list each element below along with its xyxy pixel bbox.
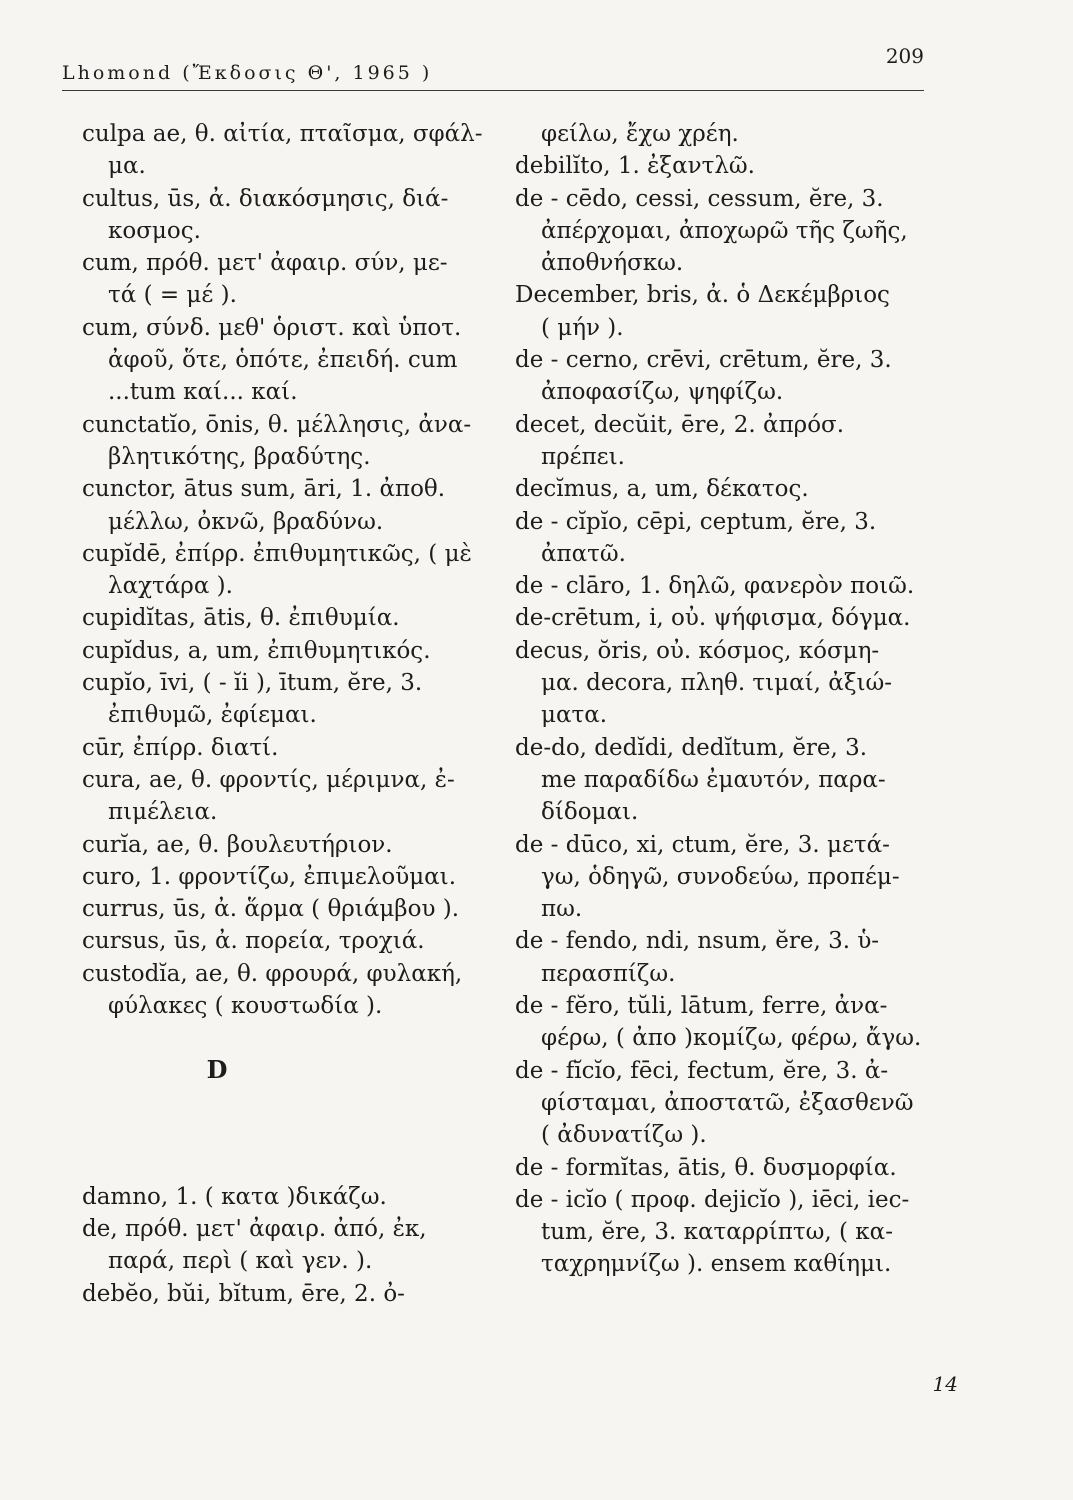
dictionary-line: cum, σύνδ. μεθ' ὁριστ. καὶ ὑποτ. (82, 314, 462, 341)
dictionary-line: ...tum καί... καί. (108, 379, 298, 406)
dictionary-line: damno, 1. ( κατα )δικάζω. (82, 1183, 387, 1210)
dictionary-line: πρέπει. (541, 443, 625, 470)
page-number: 209 (885, 44, 924, 68)
dictionary-line: μα. (108, 153, 146, 180)
dictionary-line: de - cĭpĭo, cēpi, ceptum, ĕre, 3. (515, 508, 877, 535)
dictionary-line: ἀποθνήσκω. (541, 250, 684, 277)
dictionary-line: decet, decŭit, ēre, 2. ἀπρόσ. (515, 411, 845, 438)
dictionary-line: ἀπατῶ. (541, 540, 626, 567)
dictionary-line: πιμέλεια. (108, 799, 218, 826)
dictionary-line: de - clāro, 1. δηλῶ, φανερὸν ποιῶ. (515, 573, 915, 600)
section-letter: D (206, 1055, 228, 1085)
dictionary-line: decĭmus, a, um, δέκατος. (515, 476, 809, 503)
dictionary-line: me παραδίδω ἐμαυτόν, παρα- (541, 766, 886, 793)
dictionary-line: ( μήν ). (541, 314, 624, 341)
dictionary-line: γω, ὁδηγῶ, συνοδεύω, προπέμ- (541, 863, 900, 890)
dictionary-line: currus, ūs, ἀ. ἅρμα ( θριάμβου ). (82, 896, 460, 923)
dictionary-line: cunctor, ātus sum, āri, 1. ἀποθ. (82, 476, 446, 503)
dictionary-line: debilĭto, 1. ἐξαντλῶ. (515, 153, 755, 180)
dictionary-line: debĕo, bŭi, bĭtum, ēre, 2. ὀ- (82, 1280, 405, 1307)
dictionary-line: cum, πρόθ. μετ' ἀφαιρ. σύν, με- (82, 250, 448, 277)
dictionary-line: φύλακες ( κουστωδία ). (108, 993, 383, 1020)
dictionary-line: κοσμος. (108, 217, 201, 244)
dictionary-line: λαχτάρα ). (108, 573, 233, 600)
dictionary-line: de - fĭcĭo, fēci, fectum, ĕre, 3. ἀ- (515, 1057, 889, 1084)
dictionary-line: culpa ae, θ. αἰτία, πταῖσμα, σφάλ- (82, 121, 483, 147)
dictionary-line: ( ἀδυνατίζω ). (541, 1122, 707, 1149)
dictionary-line: μέλλω, ὀκνῶ, βραδύνω. (108, 508, 384, 535)
dictionary-line: περασπίζω. (541, 960, 676, 987)
dictionary-line: cupidĭtas, ātis, θ. ἐπιθυμία. (82, 605, 400, 632)
dictionary-line: de, πρόθ. μετ' ἀφαιρ. ἀπό, ἐκ, (82, 1215, 427, 1242)
dictionary-line: de - fendo, ndi, nsum, ĕre, 3. ὑ- (515, 928, 880, 955)
dictionary-line: cupĭo, īvi, ( - ĭi ), ītum, ĕre, 3. (82, 670, 423, 697)
dictionary-line: ἀποφασίζω, ψηφίζω. (541, 379, 784, 406)
dictionary-line: de - dūco, xi, ctum, ĕre, 3. μετά- (515, 831, 890, 858)
dictionary-line: μα. decora, πληθ. τιμαί, ἀξιώ- (541, 670, 893, 697)
dictionary-line: cupĭdē, ἐπίρρ. ἐπιθυμητικῶς, ( μὲ (82, 540, 472, 567)
dictionary-line: de - cerno, crēvi, crētum, ĕre, 3. (515, 347, 892, 374)
dictionary-line: December, bris, ἀ. ὁ Δεκέμβριος (515, 282, 890, 309)
signature-mark: 14 (932, 1372, 958, 1396)
dictionary-line: βλητικότης, βραδύτης. (108, 443, 371, 470)
dictionary-line: cultus, ūs, ἀ. διακόσμησις, διά- (82, 185, 449, 212)
dictionary-line: tum, ĕre, 3. καταρρίπτω, ( κα- (541, 1219, 893, 1246)
dictionary-line: δίδομαι. (541, 799, 639, 826)
dictionary-line: cūr, ἐπίρρ. διατί. (82, 734, 279, 761)
dictionary-line: φίσταμαι, ἀποστατῶ, ἐξασθενῶ (541, 1089, 914, 1116)
dictionary-line: ἀπέρχομαι, ἀποχωρῶ τῆς ζωῆς, (541, 217, 908, 244)
left-column (82, 118, 502, 1310)
dictionary-line: ταχρημνίζω ). ensem καθίημι. (541, 1251, 892, 1278)
dictionary-line: φέρω, ( ἀπο )κομίζω, φέρω, ἄγω. (541, 1025, 922, 1052)
dictionary-line: παρά, περὶ ( καὶ γεν. ). (108, 1248, 373, 1275)
dictionary-line: cunctatĭo, ōnis, θ. μέλλησις, ἀνα- (82, 411, 472, 438)
dictionary-line: cursus, ūs, ἀ. πορεία, τροχιά. (82, 928, 425, 955)
dictionary-line: ἐπιθυμῶ, ἐφίεμαι. (108, 702, 317, 729)
dictionary-line: curo, 1. φροντίζω, ἐπιμελοῦμαι. (82, 863, 457, 890)
dictionary-line: de - fĕro, tŭli, lātum, ferre, ἀνα- (515, 993, 888, 1020)
dictionary-line: decus, ŏris, οὐ. κόσμος, κόσμη- (515, 637, 880, 664)
dictionary-line: ματα. (541, 702, 608, 729)
dictionary-line: cura, ae, θ. φροντίς, μέριμνα, ἐ- (82, 766, 455, 793)
dictionary-line: de - formĭtas, ātis, θ. δυσμορφία. (515, 1154, 897, 1181)
dictionary-line: πω. (541, 896, 583, 923)
dictionary-line: de-do, dedĭdi, dedĭtum, ĕre, 3. (515, 734, 868, 761)
dictionary-line: φείλω, ἔχω χρέη. (541, 121, 739, 147)
right-column (515, 118, 947, 1281)
dictionary-line: curĭa, ae, θ. βουλευτήριον. (82, 831, 393, 858)
dictionary-line: custodĭa, ae, θ. φρουρά, φυλακή, (82, 960, 463, 987)
dictionary-line: de-crētum, i, οὐ. ψήφισμα, δόγμα. (515, 605, 911, 632)
page-header (62, 44, 924, 91)
header-title: Lhomond (Ἔκδοσις Θ', 1965 ) (62, 62, 433, 84)
dictionary-line: de - cēdo, cessi, cessum, ĕre, 3. (515, 185, 884, 212)
dictionary-line: cupĭdus, a, um, ἐπιθυμητικός. (82, 637, 431, 664)
dictionary-line: τά ( = μέ ). (108, 282, 237, 309)
dictionary-line: de - icĭo ( προφ. dejicĭo ), iēci, iec- (515, 1186, 910, 1213)
dictionary-line: ἀφοῦ, ὅτε, ὁπότε, ἐπειδή. cum (108, 347, 458, 374)
